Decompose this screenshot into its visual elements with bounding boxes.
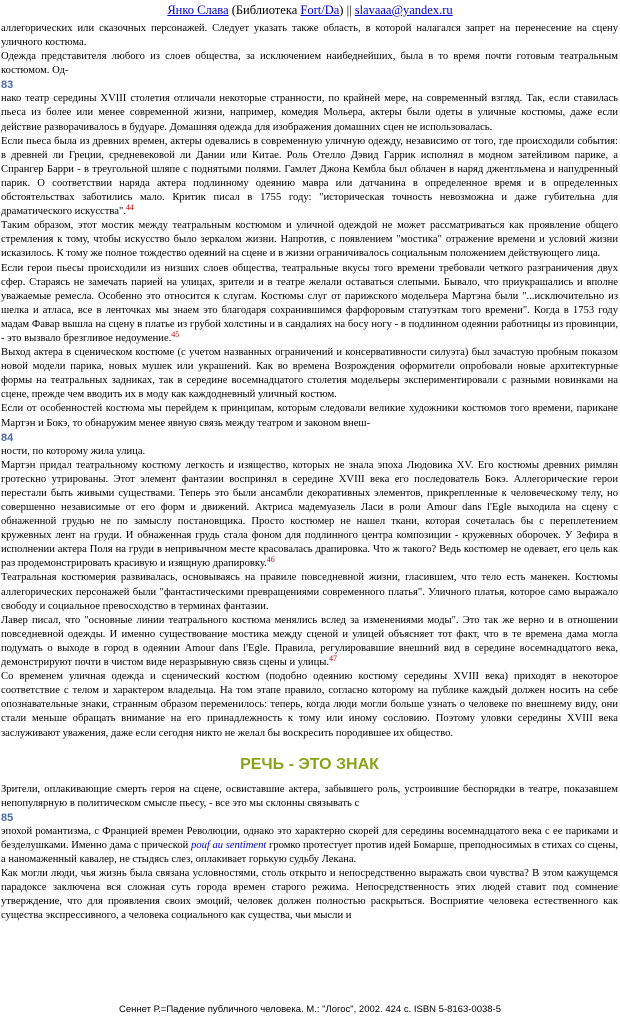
page-footer: Сеннет Р.=Падение публичного человека. М.: "Логос", 2002. 424 с. ISBN 5-8163-0038-5 xyxy=(119,1004,501,1015)
paragraph xyxy=(1,135,618,220)
header-library-prefix: (Библиотека xyxy=(228,3,301,17)
paragraph-text: Одежда представителя любого из слоев общества, за исключением наибеднейших, была в то время почти готовым театральным костюмом. Од- xyxy=(1,51,618,77)
paragraph xyxy=(1,867,618,923)
author-link[interactable]: Янко Слава xyxy=(167,3,229,17)
footnote-link[interactable]: 46 xyxy=(266,555,275,565)
paragraph-text: эпохой романтизма, с Францией времен Революции, однако это характерно скорей для середины восемнадцатого века с ее париками и безделушками. Именно дама с прической xyxy=(1,825,618,851)
paragraph xyxy=(1,219,618,261)
paragraph-text: Выход актера в сценическом костюме (с учетом названных ограничений и консервативности силуэта) был зачастую пробным показом новой модели парика, новых мушек или украшений. Как во времена Возрождения оформители опробовали новые архитектурные формы на театральных задниках, так в середине восемнадцатого столетия модельеры экспериментировали с разными новинками на сцене, прежде чем вводить их в моду как каждодневный уличный костюм. xyxy=(1,347,618,401)
page-number: 83 xyxy=(1,79,14,92)
paragraph xyxy=(1,459,618,572)
paragraph-text: Если герои пьесы происходили из низших слоев общества, театральные вкусы того времени требовали четкого разграничения двух сфер. Стараясь не замечать парией на улицах, зрители и в театре желали оставаться слепыми. Бывало, что приукрашались и вполне уважаемые ремесла. Особенно это относится к слугам. Костюмы слуг от парижского модельера Мартэна были "...исключительно из шелка и атласа, все в ленточках мы знаем это благодаря сохранившимся фарфоровым статуэткам того времени". Когда в 1753 году мадам Фавар вышла на сцену в платье из грубой холстины и в сандалиях на босу ногу - в подлинном одеянии работницы из провинции, - это вызвало брезгливое недоумение. xyxy=(1,262,618,344)
page-header xyxy=(0,2,620,18)
paragraph xyxy=(1,825,618,867)
paragraph-text: нако театр середины XVIII столетия отличали некоторые странности, по крайней мере, на современный взгляд. Так, если ставилась пьеса из более или менее современной жизни, например, комедия Мольера, актеры были одеты в уличные костюмы, даже если действие разворачивалось в будуаре. Домашняя одежда для изображения домашних сцен не использовалась. xyxy=(1,93,618,133)
paragraph-text: Театральная костюмерия развивалась, основываясь на правиле повседневной жизни, гласившем, что тело есть манекен. Костюмы аллегорических персонажей были "фантастическими превращениями современного платья". Уличного платья, которое само выражало свободу и социальное превосходство в терминах фантазии. xyxy=(1,572,618,612)
document-body xyxy=(0,22,620,923)
paragraph-text: Со временем уличная одежда и сценический костюм (подобно одеянию костюму середины XVIII века) приходят в некоторое соответствие с телом и характером владельца. На том этапе правило, согласно которому на публике каждый должен носить на себе опознавательные знаки, странным образом переменилось: теперь, когда люди могли больше узнать о человеке по внешнему виду, они стали меньше обращать внимание на его принадлежность к тому или иному сословию. Поэтому уловки середины XVIII века заслуживают уважения, даже если сегодня никто не желал бы воскресить породившее их общество. xyxy=(1,671,618,739)
paragraph-text: Как могли люди, чья жизнь была связана условностями, столь открыто и непосредственно выражать свои чувства? В этом кажущемся парадоксе заключена вся сложная суть города времен старого режима. Непосредственность этих людей ставит под сомнение утверждение, что для проявления своих эмоций, человек должен полностью раскрыться. Восприятие человека естественного как существа экспрессивного, а человека социального как существа, чьи мысли и xyxy=(1,868,618,922)
paragraph-text: Зрители, оплакивающие смерть героя на сцене, освиставшие актера, забывшего роль, устроившие беспорядки в театре, показавшем непопулярную в политическом смысле пьесу, - все это мы склонны связывать с xyxy=(1,783,618,809)
paragraph xyxy=(1,614,618,670)
paragraph-text: Лавер писал, что "основные линии театрального костюма менялись вслед за изменениями моды". Это так же верно и в отношении повседневной одежды. И именно существование мостика между сценой и улицей объясняет тот факт, что в те времена дама могла подумать о выходе в город в одеянии Amour dans l'Egle. Правила, регулировавшие внешний вид в середине восемнадцатого века, демонстрируют почти в чистом виде неразрывную связь сцены и улицы. xyxy=(1,614,618,669)
footnote-link[interactable]: 45 xyxy=(171,329,180,339)
section-1 xyxy=(1,22,618,741)
paragraph-text: аллегорических или сказочных персонажей. Следует указать также область, в которой налагался запрет на перенесение на сцену уличного костюма. xyxy=(1,23,618,49)
paragraph xyxy=(1,783,618,811)
paragraph xyxy=(1,445,618,459)
paragraph xyxy=(1,22,618,50)
paragraph-text: Мартэн придал театральному костюму легкость и изящество, которых не знала эпоха Людовика XV. Его костюмы древних римлян гротескно утрированы. Этот элемент фантазии воспринял в середине XVIII века его последователь Бокэ. Аллегорические герои перестали быть живыми существами. Теперь это были ансамбли декоративных элементов, прикрепленные к человеческому телу, но совершенно независимые от его форм и движений. Актриса мадемуазель Ласи в роли Amour dans l'Egle выходила на сцену с обнаженной грудью не по замыслу постановщика. Просто костюмер не нашел ткани, которая сочеталась бы с переплетением кружевных лент на груди. И обнаженная грудь стала фоном для подлинного центра композиции - кружевных оборочек. У Зефира в исполнении актера Поля на груди в непривычном месте красовалась драпировка. Что ж такого? Ведь костюмер не одевает, его цель как раз продемонстрировать красивую и изящную драпировку. xyxy=(1,459,618,570)
paragraph xyxy=(1,346,618,402)
paragraph xyxy=(1,262,618,347)
italic-phrase: pouf au sentiment xyxy=(190,839,267,851)
paragraph xyxy=(1,571,618,613)
paragraph-text: Если от особенностей костюма мы перейдем к принципам, которым следовали великие художники костюмов того времени, парикане Мартэн и Бокэ, то обнаружим менее явную связь между театром и законом внеш- xyxy=(1,403,618,429)
paragraph-text: ности, по которому жила улица. xyxy=(1,445,146,457)
page-number: 84 xyxy=(1,431,14,444)
footnote-link[interactable]: 44 xyxy=(125,203,134,213)
paragraph xyxy=(1,92,618,134)
library-link[interactable]: Fort/Da xyxy=(300,3,340,17)
section-2 xyxy=(1,783,618,924)
paragraph-text: Если пьеса была из древних времен, актеры одевались в современную уличную одежду, независимо от того, где происходили события: в древней ли Греции, средневековой ли Дании или Китае. Роль Отелло Дэвид Гаррик исполнял в модном затейливом парике, а Спрангер Барри - в треугольной шляпе с поднятыми полями. Гамлет Джона Кембла был облачен в наряд джентльмена и напудренный парик. О соответствии наряда актера подлинному одеянию мавра или датчанина в определенное время и в определенных обстоятельствах заботились мало. Критик писал в 1755 году: "историческая точность невозможна и даже губительна для драматического искусства". xyxy=(1,135,618,218)
footnote-link[interactable]: 47 xyxy=(329,654,338,664)
header-separator: ) || xyxy=(339,3,355,17)
page-number: 85 xyxy=(1,811,14,824)
paragraph xyxy=(1,670,618,740)
paragraph xyxy=(1,50,618,78)
section-heading: РЕЧЬ - ЭТО ЗНАК xyxy=(240,755,379,773)
paragraph-text-continued: громко протестует против идей Бомарше, преподносимых в стихах со сцены, а наномаженный кавалер, не стыдясь слез, оплакивает горькую судьбу Лекана. xyxy=(1,839,618,865)
email-link[interactable]: slavaaa@yandex.ru xyxy=(354,3,453,17)
paragraph-text: Таким образом, этот мостик между театральным костюмом и уличной одеждой не может рассматриваться как проявление общего стремления к тому, чтобы искусство было зеркалом жизни. Напротив, с появлением "мостика" отражение времени и условий жизни исказилось. К тому же полное тождество одеяний на сцене и в жизни ограничивалось социальным положением действующего лица. xyxy=(1,220,618,260)
paragraph xyxy=(1,402,618,430)
